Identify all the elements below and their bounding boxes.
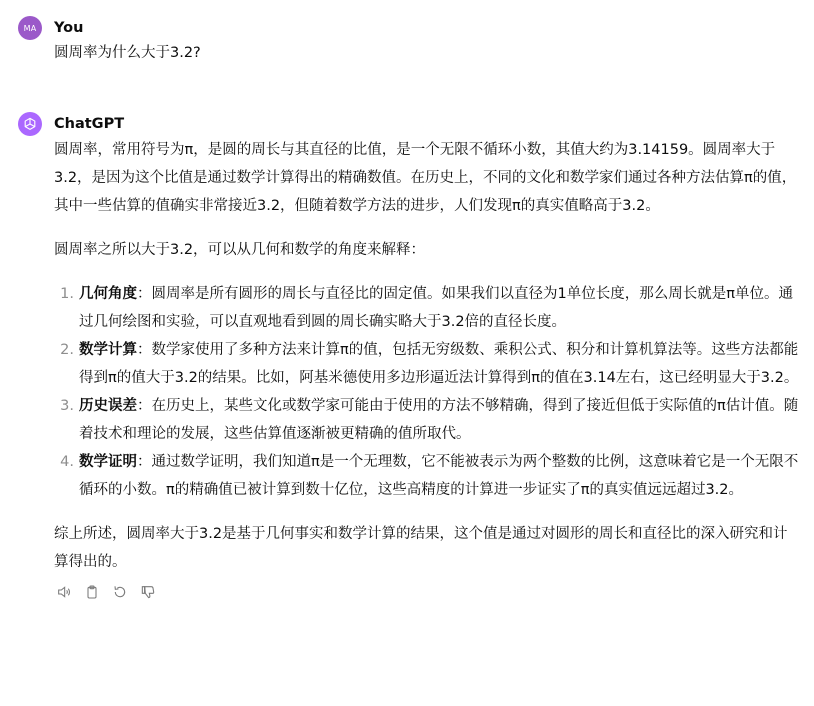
list-item (54, 280, 802, 336)
user-avatar: MA (18, 16, 42, 40)
user-message (18, 16, 802, 66)
list-item-text: ：在历史上，某些文化或数学家可能由于使用的方法不够精确，得到了接近但低于实际值的π估计值。随着技术和理论的发展，这些估算值逐渐被更精确的值所取代。 (79, 398, 799, 442)
conclusion-paragraph: 综上所述，圆周率大于3.2是基于几何事实和数学计算的结果，这个值是通过对圆形的周长和直径比的深入研究和计算得出的。 (54, 526, 788, 570)
regenerate-button[interactable] (110, 582, 130, 602)
user-message-header (18, 16, 802, 40)
list-item-term: 历史误差 (79, 398, 137, 414)
list-item (54, 448, 802, 504)
list-number: 4. (60, 454, 74, 470)
assistant-message-header (18, 112, 802, 136)
list-number: 2. (60, 342, 74, 358)
list-item-term: 数学证明 (79, 454, 137, 470)
list-item (54, 336, 802, 392)
copy-button[interactable] (82, 582, 102, 602)
user-name: You (54, 20, 84, 36)
thumbs-down-button[interactable] (138, 582, 158, 602)
list-number: 1. (60, 286, 74, 302)
openai-logo-icon (18, 112, 42, 136)
read-aloud-icon (56, 584, 72, 600)
list-item-text: ：圆周率是所有圆形的周长与直径比的固定值。如果我们以直径为1单位长度，那么周长就是π单位。通过几何绘图和实验，可以直观地看到圆的周长确实略大于3.2倍的直径长度。 (79, 286, 793, 330)
copy-icon (84, 584, 100, 600)
reasons-list (54, 280, 802, 504)
intro-paragraph: 圆周率，常用符号为π，是圆的周长与其直径的比值，是一个无限不循环小数，其值大约为3.14159。圆周率大于3.2，是因为这个比值是通过数学计算得出的精确数值。在历史上，不同的文化和数学家们通过各种方法估算π的值，其中一些估算的值确实非常接近3.2，但随着数学方法的进步，人们发现π的真实值略高于3.2。 (54, 142, 797, 214)
list-item-text: ：通过数学证明，我们知道π是一个无理数，它不能被表示为两个整数的比例，这意味着它是一个无限不循环的小数。π的精确值已被计算到数十亿位，这些高精度的计算进一步证实了π的真实值远远超过3.2。 (79, 454, 799, 498)
assistant-message-body (54, 136, 802, 576)
assistant-message (18, 112, 802, 602)
list-number: 3. (60, 398, 74, 414)
lead-paragraph: 圆周率之所以大于3.2，可以从几何和数学的角度来解释： (54, 242, 426, 258)
regenerate-icon (112, 584, 128, 600)
list-item-term: 数学计算 (79, 342, 137, 358)
assistant-name: ChatGPT (54, 116, 125, 132)
list-item-term: 几何角度 (79, 286, 137, 302)
message-actions (54, 582, 802, 602)
list-item-text: ：数学家使用了多种方法来计算π的值，包括无穷级数、乘积公式、积分和计算机算法等。这些方法都能得到π的值大于3.2的结果。比如，阿基米德使用多边形逼近法计算得到π的值在3.14左右，这已经明显大于3.2。 (79, 342, 799, 386)
user-message-text: 圆周率为什么大于3.2? (54, 45, 201, 61)
thumbs-down-icon (140, 584, 156, 600)
list-item (54, 392, 802, 448)
read-aloud-button[interactable] (54, 582, 74, 602)
